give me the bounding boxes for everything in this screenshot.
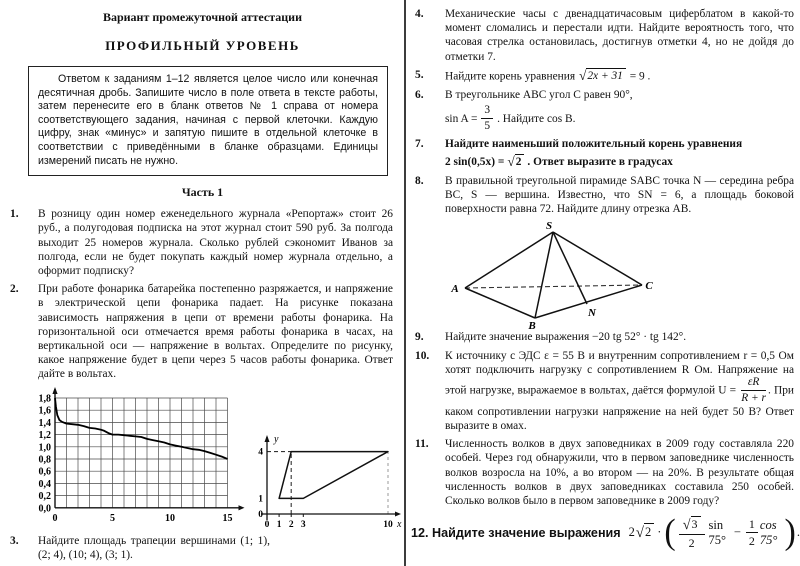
svg-text:2: 2	[288, 519, 294, 530]
problem-2	[0, 282, 405, 381]
problem-7-number: 7.	[415, 137, 424, 150]
svg-text:S: S	[545, 220, 553, 233]
problem-6	[409, 88, 800, 133]
svg-text:1,6: 1,6	[38, 405, 51, 417]
multiply-dot: ·	[657, 525, 662, 540]
svg-text:N: N	[588, 307, 596, 320]
column-divider	[404, 0, 406, 566]
problem-12-formula	[628, 512, 800, 552]
problem-4-number: 4.	[415, 8, 424, 20]
figures-zone	[0, 386, 405, 532]
svg-text:1,0: 1,0	[38, 441, 51, 453]
problem-6-tail: . Найдите cos B.	[497, 112, 576, 125]
problem-6-number: 6.	[415, 88, 424, 101]
problem-11-text: Численность волков в двух заповедниках в 2009 году составляла 220 особей. Через год обнаружили, что в первом заповеднике численность волков возросла на 10%, а во втором — на 20%. В результате общая численность волков в двух заповедниках составила 250 особей. Сколько волков было в первом заповеднике в 2009 году?	[445, 438, 794, 508]
part-title: Часть 1	[181, 185, 224, 200]
sqrt-two: √2	[636, 523, 654, 542]
svg-text:5: 5	[110, 512, 115, 524]
svg-text:3: 3	[300, 519, 306, 530]
trapezoid-figure	[250, 432, 402, 532]
coefficient: 2	[628, 525, 635, 540]
fraction-1-2: $\frac{1}{2}$	[746, 518, 758, 547]
svg-text:x: x	[397, 518, 402, 530]
svg-text:C: C	[645, 280, 653, 293]
right-column	[409, 0, 800, 566]
svg-text:y: y	[274, 433, 279, 445]
sqrt-expression	[579, 68, 626, 84]
svg-text:1,4: 1,4	[38, 417, 51, 429]
fraction-3-5: $\frac{3}{5}$	[481, 105, 493, 133]
problem-9	[409, 330, 800, 344]
problem-2-number: 2.	[10, 283, 19, 296]
radicand: 2	[515, 154, 525, 170]
problem-7-line1: Найдите наименьший положительный корень уравнения	[445, 137, 743, 150]
problem-9-text: Найдите значение выражения −20 tg 52° · tg 142°.	[445, 331, 687, 344]
problem-12	[411, 512, 800, 552]
problem-10	[409, 349, 800, 434]
minus-sign: −	[733, 525, 741, 540]
problem-1	[0, 207, 405, 278]
problem-7-tail: . Ответ выразите в градусах	[527, 155, 673, 168]
svg-text:0,6: 0,6	[38, 466, 51, 478]
problem-10-part2: . При каком сопротивлении нагрузки напряжение на ней будет 50 В? Ответ выразите в омах.	[445, 384, 794, 433]
problem-8-number: 8.	[415, 174, 424, 187]
voltage-chart	[28, 386, 246, 530]
radicand: 2x + 31	[586, 68, 626, 84]
page-subtitle: ПРОФИЛЬНЫЙ УРОВЕНЬ	[105, 38, 300, 53]
problem-5-text	[445, 68, 794, 84]
problem-7	[409, 137, 800, 170]
problem-6-line1: В треугольнике ABC угол C равен 90°,	[445, 88, 633, 101]
svg-text:10: 10	[383, 519, 393, 530]
pyramid-figure	[435, 220, 660, 332]
svg-text:0,4: 0,4	[38, 478, 51, 490]
problem-5	[409, 68, 800, 84]
problem-5-number: 5.	[415, 68, 424, 81]
problem-10-text	[445, 349, 794, 434]
problem-11-number: 11.	[415, 438, 429, 451]
problem-8-text: В правильной треугольной пирамиде SABC точка N — середина ребра BC, S — вершина. Известно, что SN = 6, а площадь боковой поверхности равна 72. Найдите длину отрезка AB.	[445, 174, 794, 216]
problem-11	[409, 437, 800, 508]
page-title: Вариант промежуточной аттестации	[102, 10, 303, 24]
radical-sign: √	[507, 154, 515, 170]
svg-text:4: 4	[258, 447, 263, 458]
close-paren: )	[784, 512, 796, 552]
problem-10-part1: К источнику с ЭДС ε = 55 В и внутренним сопротивлением r = 0,5 Ом хотят подключить нагрузку с сопротивлением R Ом. Напряжение на этой нагрузке, выражаемое в вольтах, даётся формулой U =	[445, 349, 794, 397]
svg-text:1,2: 1,2	[38, 429, 51, 441]
problem-12-label: 12. Найдите значение выражения	[411, 525, 621, 540]
problem-6-text	[445, 88, 794, 133]
svg-text:B: B	[528, 320, 536, 333]
svg-text:15: 15	[222, 512, 233, 524]
cos-term: cos 75°	[759, 517, 778, 547]
problem-4	[409, 7, 800, 64]
fraction-sqrt3-2: $\frac{√3}{2}$	[679, 516, 705, 549]
svg-text:0: 0	[264, 519, 270, 530]
fraction-eR-Rr: $\frac{\varepsilon R}{R + r}$	[741, 375, 766, 404]
problem-4-text: Механические часы с двенадцатичасовым циферблатом в какой-то момент сломались и перестали идти. Найдите вероятность того, что часовая стрелка остановилась, достигнув отметки 4, но не дойдя до отметки 7.	[445, 8, 794, 63]
sin-lhs: sin A =	[445, 112, 478, 125]
problem-1-text: В розницу один номер еженедельного журнала «Репортаж» стоит 26 руб., а полугодовая подписка на этот журнал стоит 590 руб. За полгода выходит 25 номеров журнала. Сколько рублей сэкономит Иванов за полгода, если не будет покупать каждый номер журнала отдельно, а оформит подписку?	[38, 208, 393, 277]
problem-1-number: 1.	[10, 208, 19, 221]
sqrt-two	[507, 154, 524, 170]
problem-5-rhs: = 9 .	[629, 70, 651, 83]
problem-3	[0, 534, 405, 562]
open-paren: (	[664, 512, 676, 552]
svg-text:0,2: 0,2	[38, 490, 51, 502]
problem-3-number: 3.	[10, 534, 19, 547]
svg-text:10: 10	[165, 512, 175, 524]
problem-3-text: Найдите площадь трапеции вершинами (1; 1), (2; 4), (10; 4), (3; 1).	[38, 534, 270, 561]
end-dot: .	[796, 525, 800, 540]
sin-term: sin 75°	[708, 517, 727, 547]
problem-2-text: При работе фонарика батарейка постепенно разряжается, и напряжение в электрической цепи фонарика падает. На рисунке показана зависимость напряжения в цепи от времени работы фонарика. На горизонтальной оси отмечается время работы фонарика в часах, на вертикальной оси — напряжение в вольтах. Определите по рисунку, какое напряжение будет в цепи через 5 часов работы фонарика. Ответ дайте в вольтах.	[38, 283, 393, 381]
problem-6-formula	[445, 105, 794, 133]
svg-text:1: 1	[258, 493, 263, 504]
problem-5-prefix: Найдите корень уравнения	[445, 70, 576, 83]
svg-text:1: 1	[276, 519, 282, 530]
problem-7-formula	[445, 154, 794, 170]
svg-text:0,8: 0,8	[38, 454, 51, 466]
problem-7-text	[445, 137, 794, 170]
problem-10-number: 10.	[415, 349, 430, 362]
radical-sign: √	[578, 68, 587, 84]
svg-text:0: 0	[52, 512, 58, 524]
svg-text:A: A	[451, 283, 459, 296]
pyramid-zone	[409, 220, 800, 333]
problem-8	[409, 174, 800, 217]
svg-text:0,0: 0,0	[38, 502, 51, 514]
instructions-box: Ответом к заданиям 1–12 является целое число или конечная десятичная дробь. Запишите число в поле ответа в тексте работы, затем перенесите его в бланк ответов № 1 справа от номера соответствующего задания, начиная с первой клеточки. Каждую цифру, знак «минус» и запятую пишите в отдельной клеточке в соответствии с приведёнными в бланке образцами. Единицы измерений писать не нужно.	[28, 66, 388, 176]
svg-text:0: 0	[258, 509, 263, 520]
problem-9-number: 9.	[415, 331, 424, 344]
svg-text:1,8: 1,8	[38, 393, 51, 405]
equation-lhs: 2 sin(0,5x) =	[445, 155, 505, 168]
problems-right	[409, 7, 800, 552]
problems-left	[0, 207, 405, 381]
